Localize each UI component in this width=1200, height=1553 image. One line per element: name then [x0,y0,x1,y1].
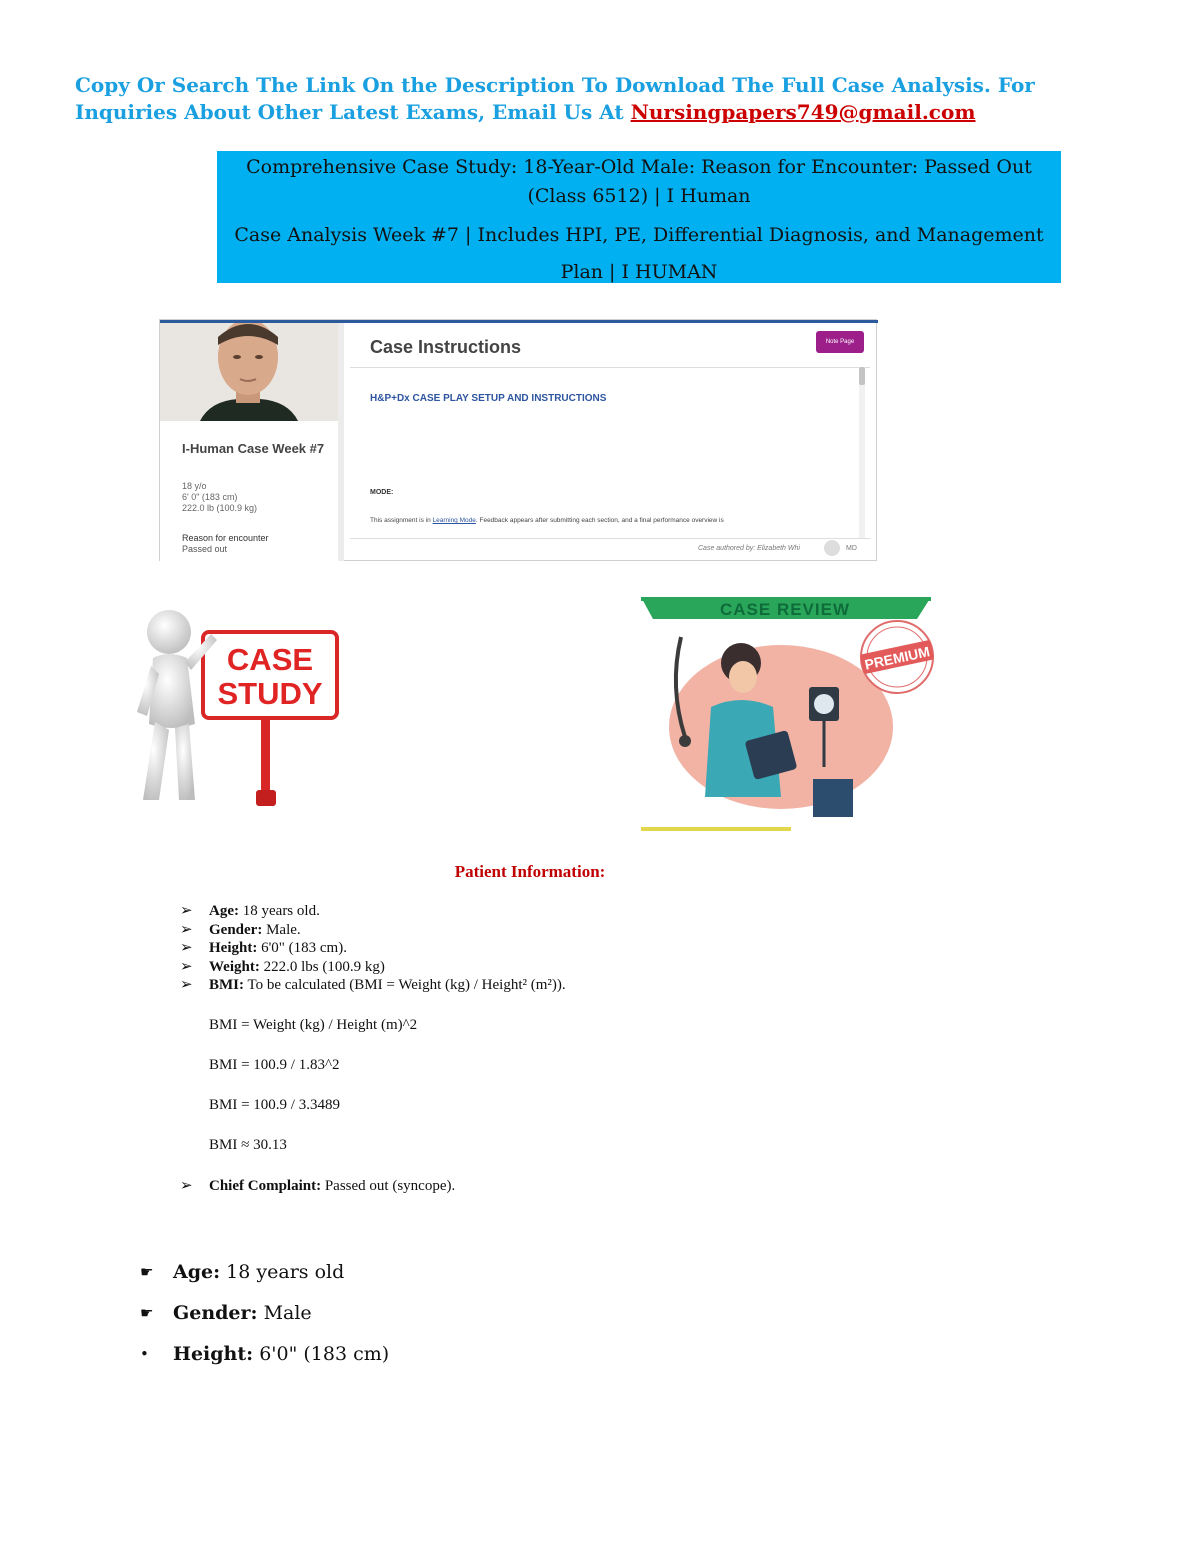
list-item-text [173,1302,312,1324]
list-item [180,921,566,940]
item-value: Male [257,1302,312,1324]
checkbox-bullet-icon: ☛ [140,1304,154,1322]
banner-line-1: Comprehensive Case Study: 18-Year-Old Male: Reason for Encounter: Passed Out (Class 6512) | I Human [246,156,1032,207]
bmi-step-1: BMI = 100.9 / 1.83^2 [209,1057,340,1073]
promo-line-2-text: Inquiries About Other Latest Exams, Email Us At [75,100,631,124]
arrow-bullet-icon: ➢ [180,903,193,919]
mode-text-post: . Feedback appears after submitting each section, and a final performance overview is [475,517,724,524]
item-label: Gender: [173,1302,258,1324]
mode-text-pre: This assignment is in [370,517,433,524]
item-label: Height: [173,1343,254,1365]
title-banner [217,151,1061,283]
author-suffix: MD [846,545,857,552]
header-divider [350,367,870,368]
card-height: 6' 0" (183 cm) [182,492,238,502]
item-label: Weight: [209,958,260,975]
item-label: Age: [209,903,239,919]
chief-complaint-value: Passed out (syncope). [321,1178,456,1194]
bmi-step-2: BMI = 100.9 / 3.3489 [209,1097,340,1113]
case-review-illustration [641,597,937,835]
card-title: I-Human Case Week #7 [182,441,325,456]
learning-mode-link[interactable]: Learning Mode [432,517,476,524]
patient-avatar [160,323,338,421]
email-link[interactable]: Nursingpapers749@gmail.com [630,100,976,124]
promo-line-1: Copy Or Search The Link On the Description To Download The Full Case Analysis. For [75,73,1035,97]
banner-line-2: Case Analysis Week #7 | Includes HPI, PE, Differential Diagnosis, and Management Plan | I HUMAN [234,224,1044,283]
case-review-graphic [641,597,937,835]
card-reason [182,533,269,555]
mode-label: MODE: [370,489,394,496]
column-divider [338,323,344,561]
list-item-text [173,1261,344,1283]
item-value: 18 years old. [239,903,320,919]
patient-info-title: Patient Information: [454,862,606,881]
bmi-result: BMI ≈ 30.13 [209,1137,287,1153]
patient-info-list [180,902,566,995]
checkbox-bullet-icon: ☛ [140,1263,154,1281]
list-item-text [173,1343,389,1365]
author-avatar-icon [824,540,840,556]
item-value: 6'0" (183 cm) [253,1343,390,1365]
chief-complaint-label: Chief Complaint: [209,1178,322,1194]
item-label: Gender: [209,921,263,938]
arrow-bullet-icon: ➢ [180,940,193,956]
list-item [180,976,566,995]
item-value: 18 years old [220,1261,345,1283]
item-label: Age: [173,1261,221,1283]
card-info [182,481,257,514]
patient-card [160,323,339,561]
case-study-illustration [131,604,346,810]
sign-line-2: STUDY [217,676,323,711]
item-value: 6'0" (183 cm). [257,940,347,956]
bmi-formula: BMI = Weight (kg) / Height (m)^2 [209,1017,418,1033]
premium-badge: PREMIUM [863,643,932,673]
sign-line-1: CASE [226,642,314,677]
arrow-bullet-icon: ➢ [180,1178,193,1194]
chief-complaint [180,1176,455,1195]
item-value: To be calculated (BMI = Weight (kg) / Height² (m²)). [244,977,566,993]
case-review-title: CASE REVIEW [719,600,851,619]
reason-label: Reason for encounter [182,533,269,543]
arrow-bullet-icon: ➢ [180,921,193,938]
note-page-button[interactable]: Note Page [816,331,864,353]
scrollbar-track[interactable] [859,367,865,538]
item-value: 222.0 lbs (100.9 kg) [259,958,385,975]
case-study-sign-graphic [131,604,346,810]
list-item [180,902,566,921]
arrow-bullet-icon: ➢ [180,977,193,993]
reason-value: Passed out [182,544,228,554]
instructions-panel [350,323,874,559]
item-label: BMI: [209,977,244,993]
list-item [180,939,566,958]
setup-heading: H&P+Dx CASE PLAY SETUP AND INSTRUCTIONS [370,393,607,404]
item-label: Height: [209,940,258,956]
author-text: Case authored by: Elizabeth Whi [698,545,800,552]
scrollbar-thumb[interactable] [859,367,865,385]
case-instructions-screenshot [159,319,877,561]
list-item [180,958,566,977]
item-value: Male. [262,921,301,938]
footer-divider [350,538,870,539]
card-age: 18 y/o [182,481,207,491]
dot-bullet-icon: • [140,1345,149,1363]
promo-text [75,72,1135,126]
avatar-image [160,323,338,421]
case-instructions-title: Case Instructions [370,337,522,357]
arrow-bullet-icon: ➢ [180,958,193,975]
mode-text [370,517,724,524]
card-weight: 222.0 lb (100.9 kg) [182,503,258,513]
promo-line-2 [75,99,1135,126]
